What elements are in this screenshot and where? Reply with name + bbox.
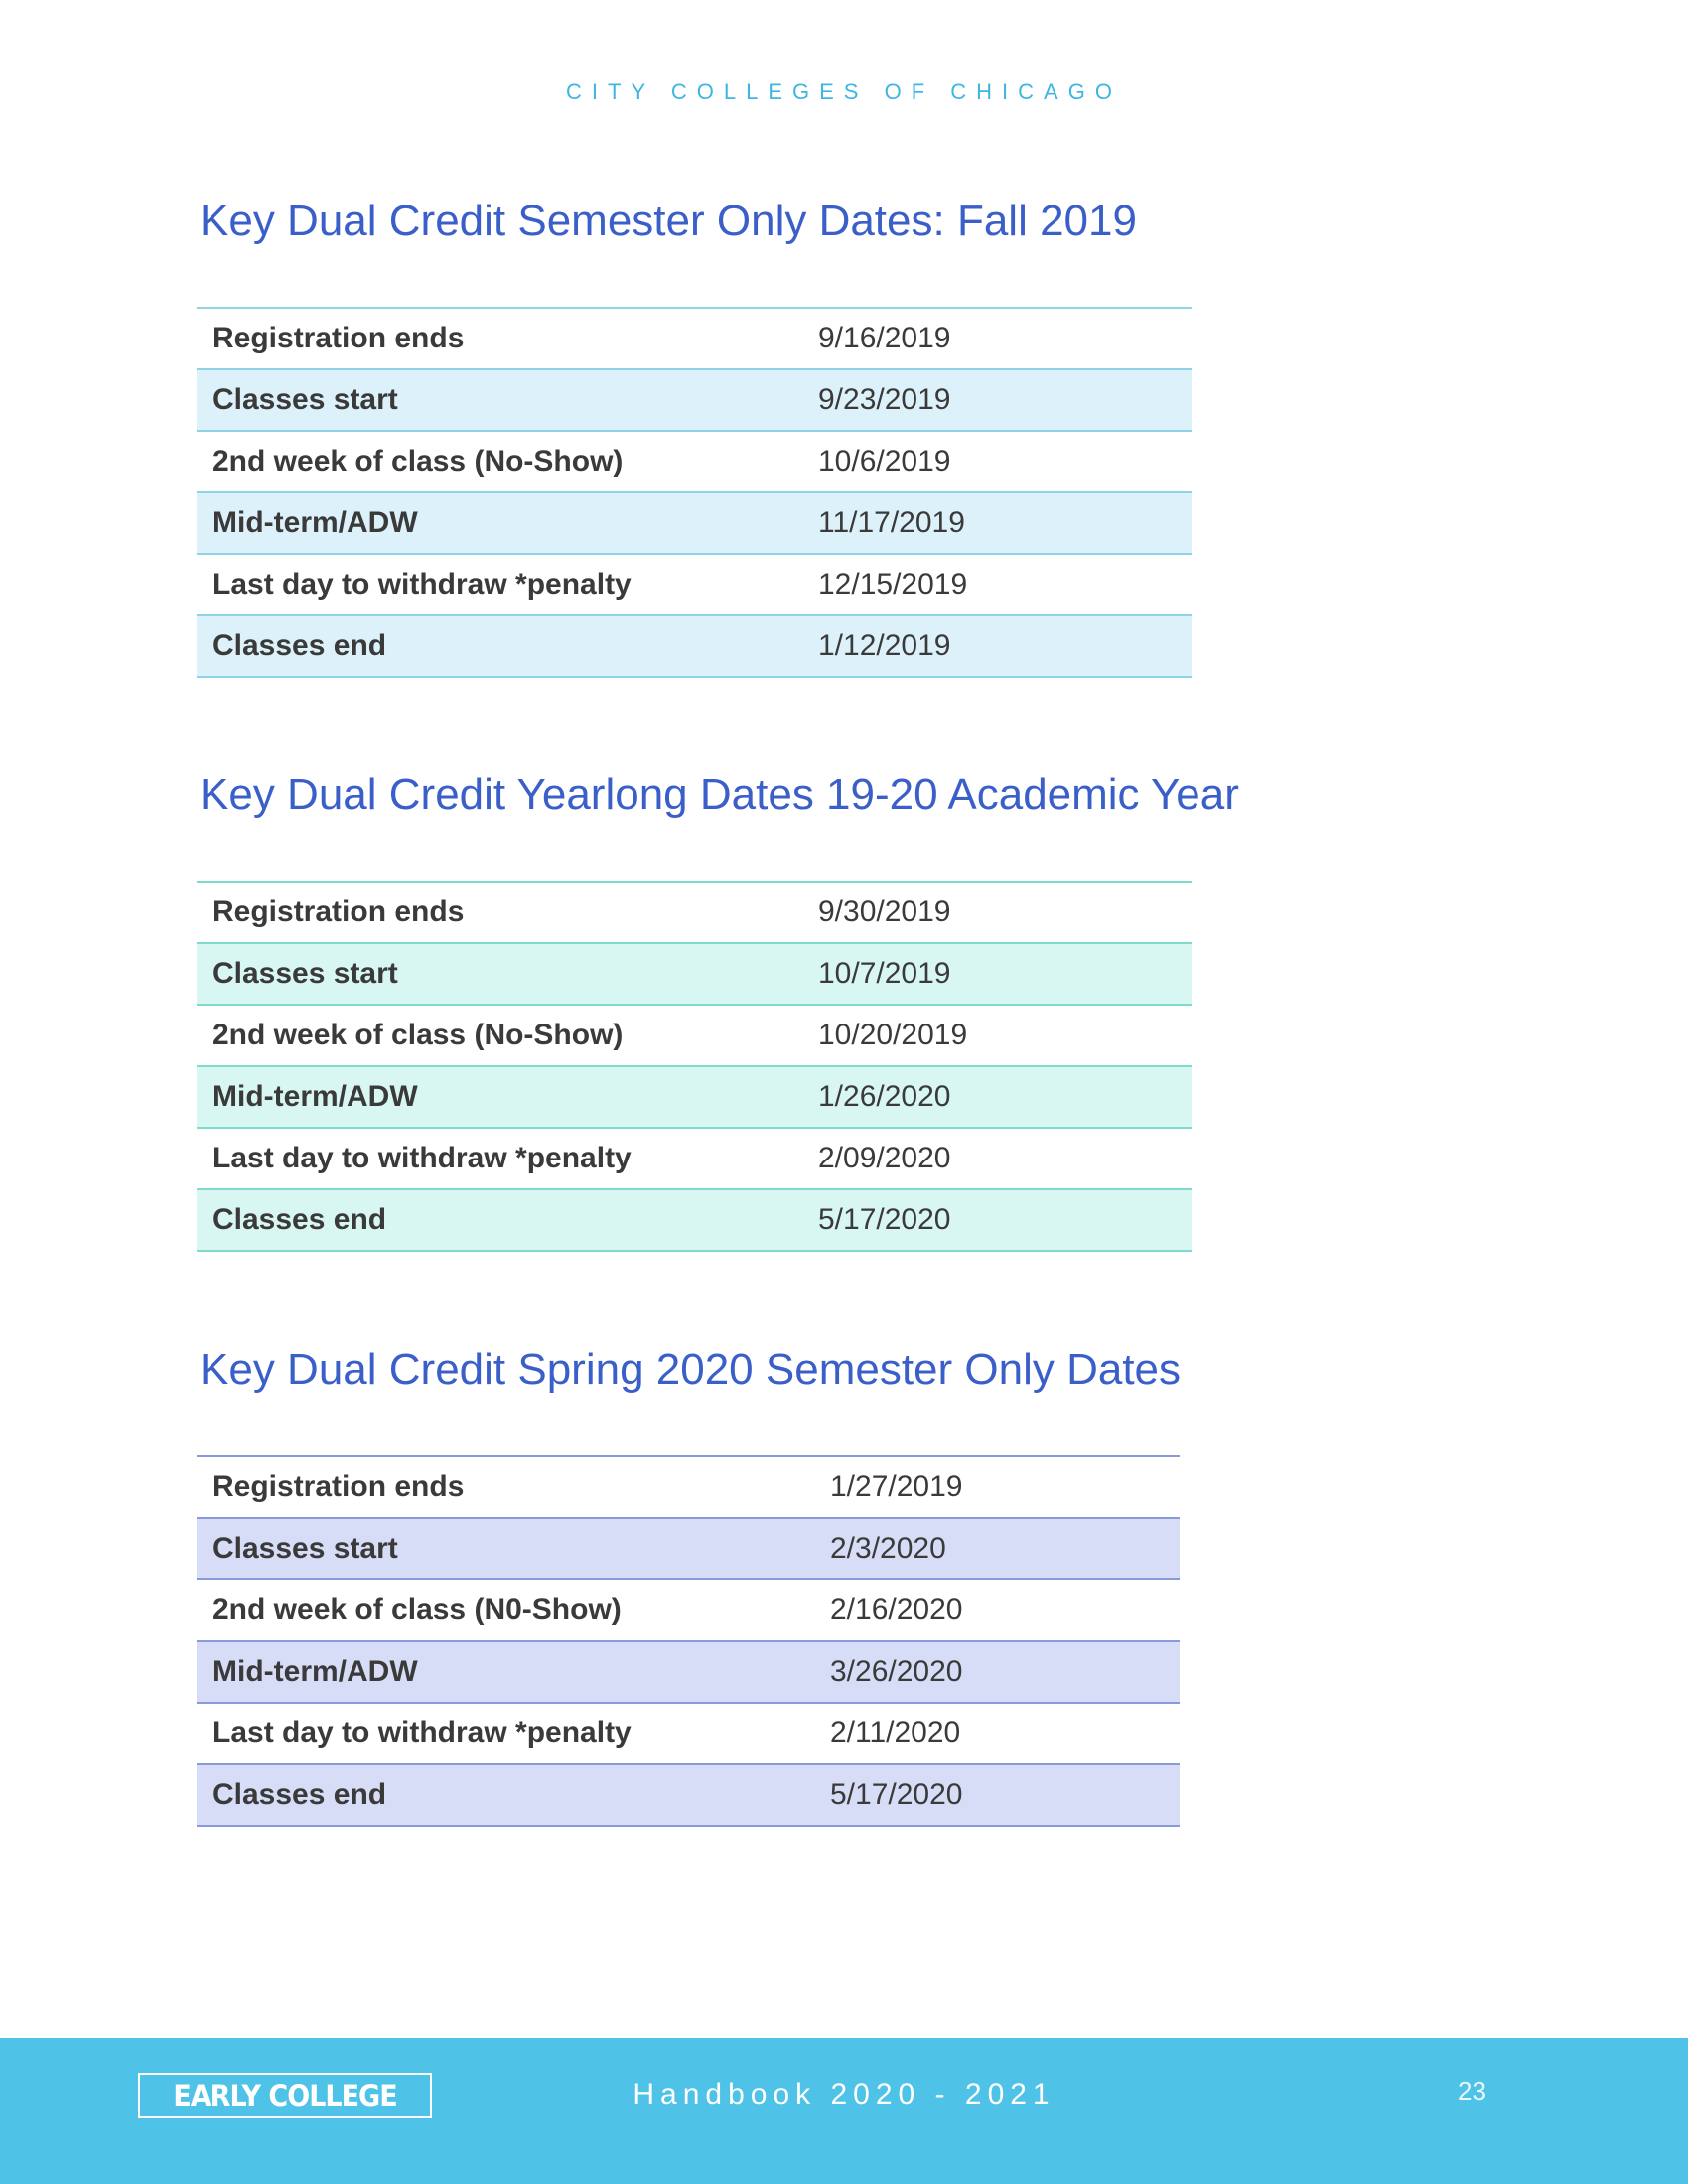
table-row	[197, 1764, 1180, 1826]
table-row	[197, 1641, 1180, 1703]
table-row	[197, 882, 1192, 943]
row-date: 2/3/2020	[830, 1518, 1180, 1579]
row-date: 2/09/2020	[818, 1128, 1192, 1189]
table-row	[197, 1456, 1180, 1518]
table-row	[197, 1579, 1180, 1641]
section-title-spring-2020: Key Dual Credit Spring 2020 Semester Only Dates	[200, 1345, 1182, 1394]
row-date: 1/12/2019	[818, 615, 1192, 677]
row-date: 2/11/2020	[830, 1703, 1180, 1764]
row-date: 9/30/2019	[818, 882, 1192, 943]
handbook-label: Handbook 2020 - 2021	[633, 2078, 1055, 2111]
row-label: Classes end	[197, 1189, 818, 1251]
logo-text: EARLY COLLEGE	[173, 2078, 397, 2114]
row-date: 5/17/2020	[818, 1189, 1192, 1251]
row-label: Registration ends	[197, 882, 818, 943]
table-row	[197, 308, 1192, 369]
table-row	[197, 554, 1192, 615]
row-date: 3/26/2020	[830, 1641, 1180, 1703]
row-date: 5/17/2020	[830, 1764, 1180, 1826]
row-date: 10/6/2019	[818, 431, 1192, 492]
row-label: Last day to withdraw *penalty	[197, 1703, 830, 1764]
row-date: 1/27/2019	[830, 1456, 1180, 1518]
table-row	[197, 1066, 1192, 1128]
row-label: Mid-term/ADW	[197, 1641, 830, 1703]
page-header-org-name: CITY COLLEGES OF CHICAGO	[566, 79, 1122, 104]
row-label: Classes start	[197, 369, 818, 431]
table-row	[197, 1005, 1192, 1066]
row-label: Registration ends	[197, 1456, 830, 1518]
table-row	[197, 431, 1192, 492]
row-label: 2nd week of class (N0-Show)	[197, 1579, 830, 1641]
dates-table-spring-2020	[197, 1455, 1180, 1827]
row-date: 9/23/2019	[818, 369, 1192, 431]
row-date: 1/26/2020	[818, 1066, 1192, 1128]
table-row	[197, 369, 1192, 431]
row-date: 12/15/2019	[818, 554, 1192, 615]
table-row	[197, 1128, 1192, 1189]
table-row	[197, 1703, 1180, 1764]
row-date: 10/7/2019	[818, 943, 1192, 1005]
table-row	[197, 1518, 1180, 1579]
table-row	[197, 615, 1192, 677]
table-row	[197, 492, 1192, 554]
table-row	[197, 1189, 1192, 1251]
row-label: Mid-term/ADW	[197, 1066, 818, 1128]
row-label: Mid-term/ADW	[197, 492, 818, 554]
row-date: 10/20/2019	[818, 1005, 1192, 1066]
row-label: 2nd week of class (No-Show)	[197, 1005, 818, 1066]
row-date: 9/16/2019	[818, 308, 1192, 369]
dates-table-fall-2019	[197, 307, 1192, 678]
page-number: 23	[1458, 2076, 1486, 2106]
page-footer	[0, 2038, 1688, 2184]
row-date: 2/16/2020	[830, 1579, 1180, 1641]
row-label: Classes end	[197, 1764, 830, 1826]
section-title-fall-2019: Key Dual Credit Semester Only Dates: Fall 2019	[200, 197, 1137, 245]
row-label: Last day to withdraw *penalty	[197, 554, 818, 615]
row-label: 2nd week of class (No-Show)	[197, 431, 818, 492]
row-label: Classes start	[197, 1518, 830, 1579]
row-label: Registration ends	[197, 308, 818, 369]
row-label: Classes end	[197, 615, 818, 677]
row-label: Last day to withdraw *penalty	[197, 1128, 818, 1189]
section-title-yearlong-19-20: Key Dual Credit Yearlong Dates 19-20 Academic Year	[200, 770, 1239, 819]
row-date: 11/17/2019	[818, 492, 1192, 554]
table-row	[197, 943, 1192, 1005]
row-label: Classes start	[197, 943, 818, 1005]
dates-table-yearlong-19-20	[197, 881, 1192, 1252]
